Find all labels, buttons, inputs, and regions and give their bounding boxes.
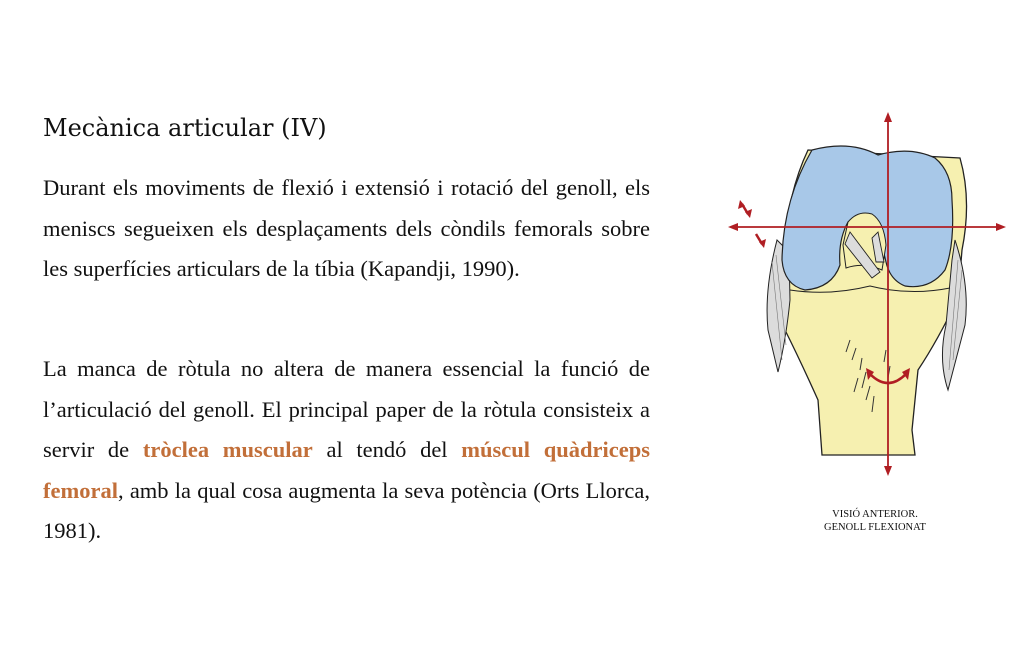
figure-caption — [775, 508, 975, 534]
caption-line-1: VISIÓ ANTERIOR. — [832, 509, 918, 520]
displacement-arrows — [738, 200, 766, 248]
highlight-troclea: tròclea muscular — [142, 437, 313, 462]
paragraph-text-1: La manca de ròtula no altera de manera essencial la funció de l’articulació del genoll. El principal paper de la ròtula consisteix a servir de — [43, 356, 650, 462]
highlight-quadriceps: múscul quàdriceps femoral — [43, 437, 650, 503]
paragraph-text-3: , amb la qual cosa augmenta la seva potència (Orts Llorca, 1981). — [43, 477, 650, 543]
paragraph-rotula — [43, 349, 650, 552]
knee-anterior-illustration — [722, 108, 1022, 483]
slide-title: Mecànica articular (IV) — [43, 114, 327, 142]
paragraph-text-2: al tendó del — [312, 437, 462, 462]
caption-line-2: GENOLL FLEXIONAT — [824, 522, 926, 533]
paragraph-meniscs: Durant els moviments de flexió i extensió i rotació del genoll, els meniscs segueixen els desplaçaments dels còndils femorals sobre les superfícies articulars de la tíbia (Kapandji, 1990). — [43, 175, 650, 281]
